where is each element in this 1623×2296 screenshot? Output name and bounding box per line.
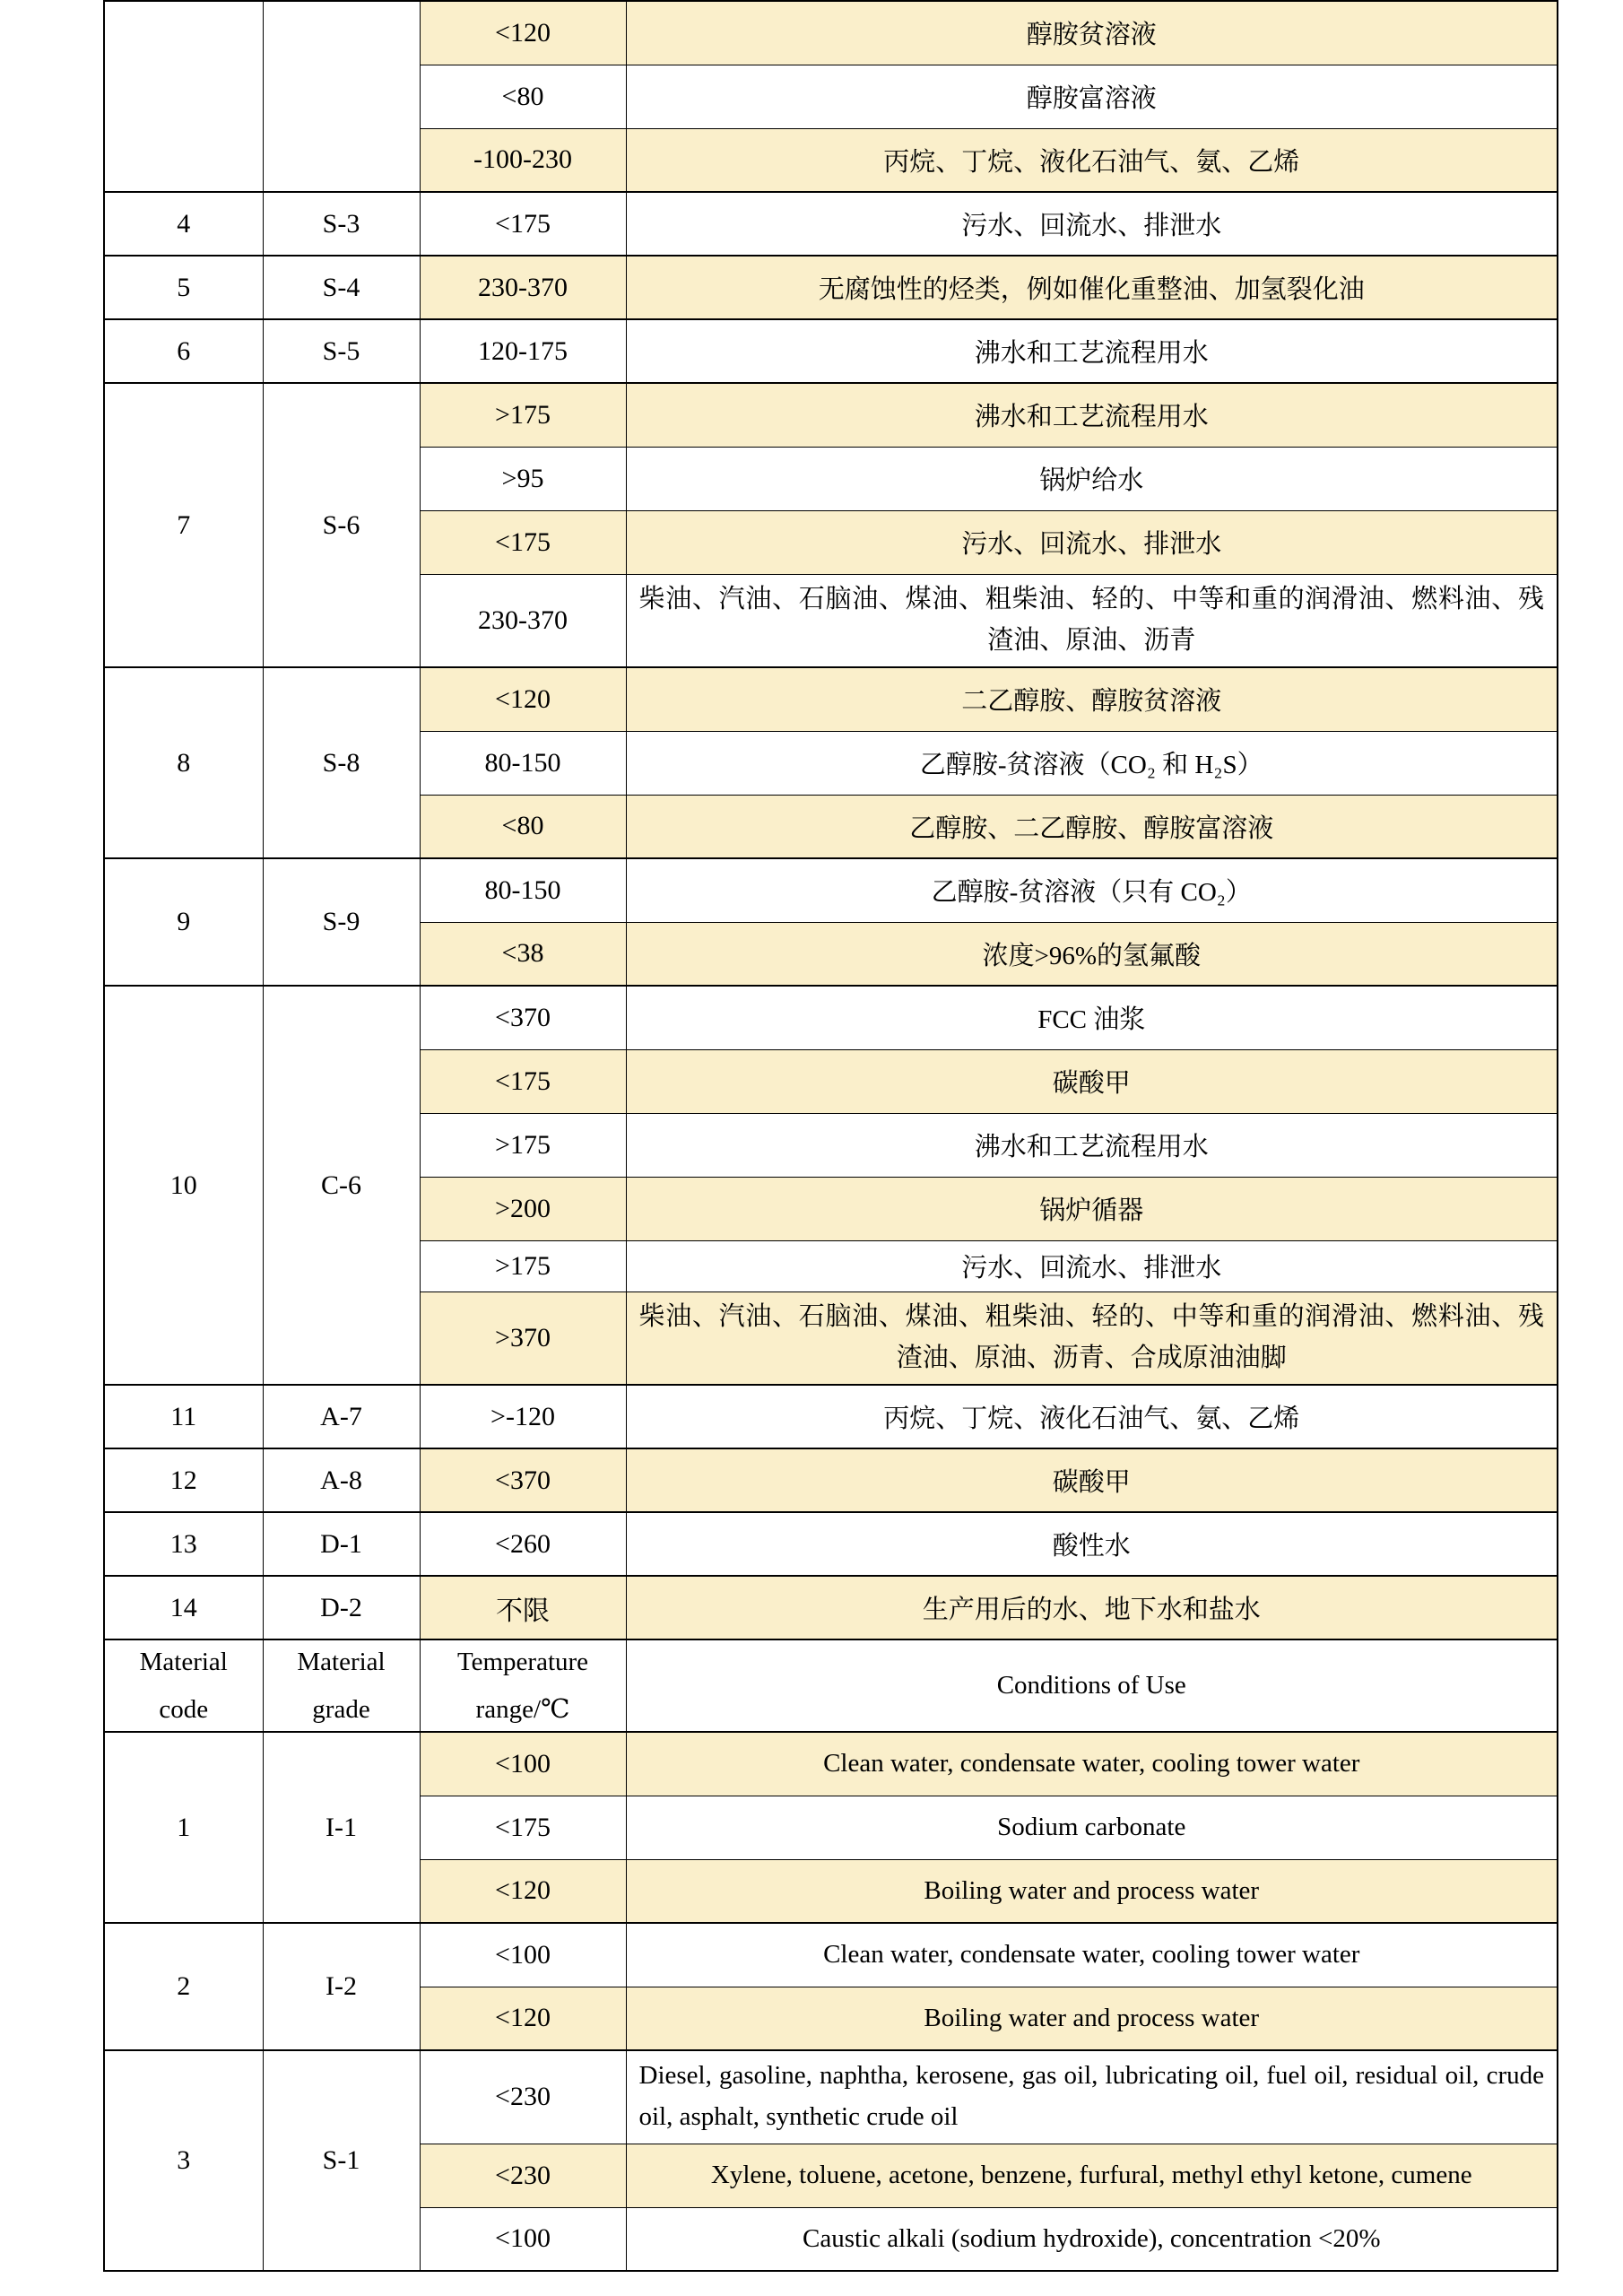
material-code-cell: 12: [104, 1448, 263, 1512]
table-row: [104, 858, 1558, 922]
conditions-of-use-cell: 碳酸甲: [626, 1448, 1558, 1512]
temperature-range-cell: <100: [420, 1732, 626, 1796]
conditions-of-use-cell: 酸性水: [626, 1512, 1558, 1576]
material-code-cell: 6: [104, 319, 263, 383]
document-page: [103, 0, 1558, 2272]
table-body: [104, 1, 1558, 2271]
material-code-cell: 14: [104, 1576, 263, 1639]
table-row: [104, 667, 1558, 731]
conditions-of-use-cell: 柴油、汽油、石脑油、煤油、粗柴油、轻的、中等和重的润滑油、燃料油、残渣油、原油、沥青: [626, 574, 1558, 667]
material-grade-cell: A-7: [263, 1385, 420, 1448]
table-row: [104, 319, 1558, 383]
temperature-range-cell: <175: [420, 1796, 626, 1859]
material-code-cell: 11: [104, 1385, 263, 1448]
conditions-of-use-cell: 乙醇胺、二乙醇胺、醇胺富溶液: [626, 795, 1558, 858]
conditions-of-use-cell: Caustic alkali (sodium hydroxide), concentration <20%: [626, 2207, 1558, 2271]
temperature-range-cell: 230-370: [420, 256, 626, 319]
material-grade-cell: S-6: [263, 383, 420, 667]
header-line: range/℃: [475, 1694, 570, 1724]
table-row: [104, 383, 1558, 447]
conditions-of-use-cell: Boiling water and process water: [626, 1987, 1558, 2050]
table-row: [104, 1, 1558, 65]
temperature-range-cell: <120: [420, 667, 626, 731]
temperature-range-cell: 120-175: [420, 319, 626, 383]
temperature-range-cell: >175: [420, 1240, 626, 1292]
conditions-of-use-cell: 二乙醇胺、醇胺贫溶液: [626, 667, 1558, 731]
conditions-of-use-cell: 醇胺贫溶液: [626, 1, 1558, 65]
header-line: Temperature: [456, 1647, 589, 1676]
conditions-of-use-cell: Clean water, condensate water, cooling tower water: [626, 1732, 1558, 1796]
material-code-cell: 5: [104, 256, 263, 319]
conditions-of-use-cell: 醇胺富溶液: [626, 65, 1558, 128]
material-code-cell: 4: [104, 192, 263, 256]
temperature-range-cell: <370: [420, 986, 626, 1049]
material-code-cell: 8: [104, 667, 263, 858]
header-line: code: [159, 1694, 209, 1724]
material-code-cell: 10: [104, 986, 263, 1385]
table-row: [104, 2050, 1558, 2144]
conditions-of-use-cell: 沸水和工艺流程用水: [626, 1113, 1558, 1177]
material-code-cell: 7: [104, 383, 263, 667]
temperature-range-cell: <100: [420, 1923, 626, 1987]
conditions-of-use-cell: 浓度>96%的氢氟酸: [626, 922, 1558, 986]
conditions-of-use-cell: 锅炉循器: [626, 1177, 1558, 1240]
material-grade-cell: S-4: [263, 256, 420, 319]
material-grade-cell: D-1: [263, 1512, 420, 1576]
conditions-of-use-cell: 柴油、汽油、石脑油、煤油、粗柴油、轻的、中等和重的润滑油、燃料油、残渣油、原油、沥青、合成原油油脚: [626, 1292, 1558, 1385]
table-row: [104, 1385, 1558, 1448]
material-code-cell: [104, 1, 263, 192]
temperature-range-cell: >-120: [420, 1385, 626, 1448]
temperature-range-cell: <370: [420, 1448, 626, 1512]
conditions-of-use-cell: 污水、回流水、排泄水: [626, 192, 1558, 256]
table-row: [104, 1732, 1558, 1796]
table-row: [104, 986, 1558, 1049]
material-grade-cell: S-8: [263, 667, 420, 858]
conditions-of-use-cell: 乙醇胺-贫溶液（只有 CO₂）: [626, 858, 1558, 922]
temperature-range-cell: <120: [420, 1, 626, 65]
material-grade-cell: [263, 1, 420, 192]
material-conditions-table: [103, 0, 1558, 2272]
material-grade-cell: I-1: [263, 1732, 420, 1923]
temperature-range-cell: 80-150: [420, 731, 626, 795]
temperature-range-cell: <230: [420, 2144, 626, 2207]
temperature-range-cell: <175: [420, 1049, 626, 1113]
conditions-of-use-cell: 沸水和工艺流程用水: [626, 319, 1558, 383]
header-line: Material: [297, 1647, 386, 1676]
material-grade-cell: D-2: [263, 1576, 420, 1639]
temperature-range-cell: <38: [420, 922, 626, 986]
table-row: [104, 256, 1558, 319]
header-material-code: [104, 1639, 263, 1732]
conditions-of-use-cell: Boiling water and process water: [626, 1859, 1558, 1923]
temperature-range-cell: >95: [420, 447, 626, 510]
temperature-range-cell: 不限: [420, 1576, 626, 1639]
conditions-of-use-cell: 丙烷、丁烷、液化石油气、氨、乙烯: [626, 128, 1558, 192]
temperature-range-cell: 80-150: [420, 858, 626, 922]
temperature-range-cell: <175: [420, 192, 626, 256]
conditions-of-use-cell: Clean water, condensate water, cooling tower water: [626, 1923, 1558, 1987]
conditions-of-use-cell: 碳酸甲: [626, 1049, 1558, 1113]
conditions-of-use-cell: 乙醇胺-贫溶液（CO₂ 和 H₂S）: [626, 731, 1558, 795]
table-row: [104, 1512, 1558, 1576]
material-grade-cell: I-2: [263, 1923, 420, 2050]
header-temperature-range: [420, 1639, 626, 1732]
conditions-of-use-cell: 锅炉给水: [626, 447, 1558, 510]
temperature-range-cell: <80: [420, 795, 626, 858]
header-line: Material: [139, 1647, 228, 1676]
table-row: [104, 1576, 1558, 1639]
material-grade-cell: S-1: [263, 2050, 420, 2271]
material-grade-cell: S-5: [263, 319, 420, 383]
temperature-range-cell: <120: [420, 1987, 626, 2050]
material-code-cell: 3: [104, 2050, 263, 2271]
temperature-range-cell: <80: [420, 65, 626, 128]
header-line: grade: [312, 1694, 370, 1724]
temperature-range-cell: >175: [420, 1113, 626, 1177]
temperature-range-cell: <230: [420, 2050, 626, 2144]
material-code-cell: 9: [104, 858, 263, 986]
table-row: [104, 1448, 1558, 1512]
table-header-row: [104, 1639, 1558, 1732]
temperature-range-cell: 230-370: [420, 574, 626, 667]
conditions-of-use-cell: 沸水和工艺流程用水: [626, 383, 1558, 447]
temperature-range-cell: -100-230: [420, 128, 626, 192]
material-grade-cell: S-9: [263, 858, 420, 986]
conditions-of-use-cell: Xylene, toluene, acetone, benzene, furfural, methyl ethyl ketone, cumene: [626, 2144, 1558, 2207]
temperature-range-cell: >200: [420, 1177, 626, 1240]
conditions-of-use-cell: 污水、回流水、排泄水: [626, 510, 1558, 574]
conditions-of-use-cell: 污水、回流水、排泄水: [626, 1240, 1558, 1292]
temperature-range-cell: <120: [420, 1859, 626, 1923]
temperature-range-cell: <260: [420, 1512, 626, 1576]
material-code-cell: 13: [104, 1512, 263, 1576]
conditions-of-use-cell: 无腐蚀性的烃类，例如催化重整油、加氢裂化油: [626, 256, 1558, 319]
material-code-cell: 1: [104, 1732, 263, 1923]
temperature-range-cell: <175: [420, 510, 626, 574]
material-grade-cell: A-8: [263, 1448, 420, 1512]
conditions-of-use-cell: Diesel, gasoline, naphtha, kerosene, gas oil, lubricating oil, fuel oil, residual oil, crude oil, asphalt, synthetic crude oil: [626, 2050, 1558, 2144]
temperature-range-cell: <100: [420, 2207, 626, 2271]
temperature-range-cell: >370: [420, 1292, 626, 1385]
header-conditions-of-use: Conditions of Use: [626, 1639, 1558, 1732]
conditions-of-use-cell: 生产用后的水、地下水和盐水: [626, 1576, 1558, 1639]
conditions-of-use-cell: FCC 油浆: [626, 986, 1558, 1049]
conditions-of-use-cell: Sodium carbonate: [626, 1796, 1558, 1859]
material-grade-cell: S-3: [263, 192, 420, 256]
table-row: [104, 1923, 1558, 1987]
conditions-of-use-cell: 丙烷、丁烷、液化石油气、氨、乙烯: [626, 1385, 1558, 1448]
temperature-range-cell: >175: [420, 383, 626, 447]
header-material-grade: [263, 1639, 420, 1732]
material-grade-cell: C-6: [263, 986, 420, 1385]
table-row: [104, 192, 1558, 256]
material-code-cell: 2: [104, 1923, 263, 2050]
